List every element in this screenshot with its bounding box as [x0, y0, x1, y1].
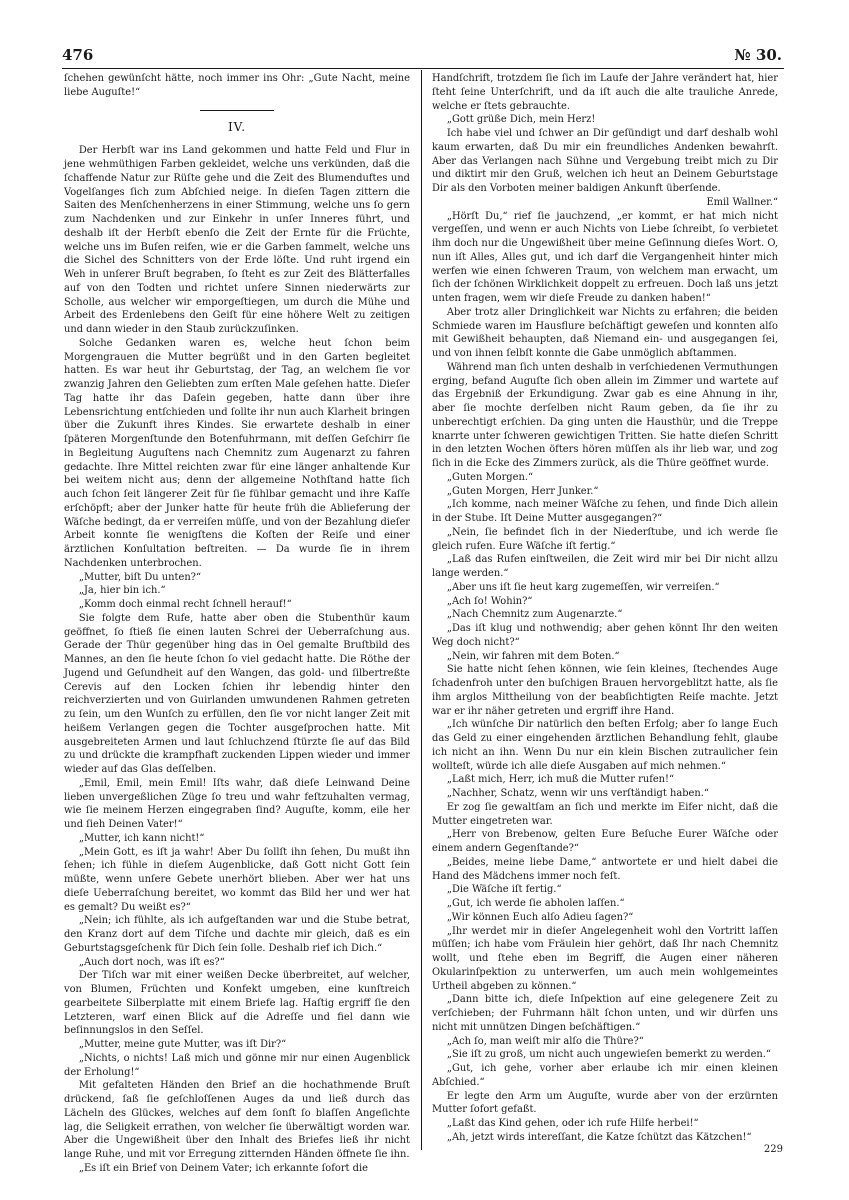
paragraph: „Gut, ich werde ſie abholen laſſen.“ — [446, 898, 625, 909]
right-paragraphs-letter — [432, 72, 778, 196]
paragraph: Ich habe viel und ſchwer an Dir geſündigt und darf deshalb wohl kaum erwarten, daß Du mir ein freundliches Andenken bewahrſt. Aber das Verlangen nach Sühne und Vergebung treibt mich zu Dir und diktirt mir den Gruß, welchen ich heut an Deinem Geburtstage Dir als den Vorboten meiner baldigen Ankunft überſende. — [432, 128, 778, 194]
paragraph: „Nein, wir fahren mit dem Boten.“ — [446, 650, 620, 662]
issue-number: № 30. — [734, 46, 782, 64]
paragraph: „Es iſt ein Brief von Deinem Vater; ich erkannte ſofort die — [78, 1162, 368, 1174]
paragraph: „Mutter, ich kann nicht!“ — [78, 832, 205, 844]
paragraph: Er zog ſie gewaltſam an ſich und merkte im Eifer nicht, daß die Mutter eingetreten war. — [432, 801, 778, 827]
right-paragraphs — [432, 210, 778, 1145]
header-rule — [62, 68, 784, 69]
paragraph: „Dann bitte ich, dieſe Inſpektion auf eine gelegenere Zeit zu verſchieben; der Fuhrmann hält ſchon unten, und wir dürfen uns nicht mit unnützen Dingen beſchäftigen.“ — [432, 994, 778, 1033]
column-divider — [421, 70, 422, 1150]
paragraph: „Sie iſt zu groß, um nicht auch ungewieſen bemerkt zu werden.“ — [446, 1049, 771, 1061]
paragraph: Sie hatte nicht ſehen können, wie ſein kleines, ſtechendes Auge ſchadenfroh unter den buſchigen Brauen hervorgeblitzt hatte, als ſie ihm arglos Mittheilung von der beabſichtigten Reiſe machte. Jetzt war er ihr näher getreten und ergriff ihre Hand. — [432, 664, 778, 717]
paragraph: „Die Wäſche iſt fertig.“ — [446, 884, 562, 896]
paragraph: „Herr von Brebenow, gelten Eure Beſuche Eurer Wäſche oder einem andern Gegenſtande?“ — [432, 829, 778, 854]
paragraph: „Das iſt klug und nothwendig; aber gehen könnt Ihr den weiten Weg doch nicht?“ — [432, 623, 778, 648]
paragraph: „Nein, ſie befindet ſich in der Niederſtube, und ich werde ſie gleich rufen. Eure Wäſche iſt fertig.“ — [432, 526, 778, 552]
paragraph: Der Tiſch war mit einer weißen Decke überbreitet, auf welcher, von Blumen, Früchten und Konfekt umgeben, eine kunſtreich gearbeitete Silberplatte mit einem Briefe lag. Haſtig ergriff ſie den Letzteren, warf einen Blick auf die Adreſſe und fiel dann wie beſinnungslos in den Seſſel. — [64, 970, 410, 1037]
paragraph: „Nachher, Schatz, wenn wir uns verſtändigt haben.“ — [446, 788, 709, 799]
paragraph: „Nichts, o nichts! Laß mich und gönne mir nur einen Augenblick der Erholung!“ — [64, 1052, 410, 1078]
paragraph: „Laßt mich, Herr, ich muß die Mutter rufen!“ — [446, 774, 675, 786]
paragraph: „Mutter, meine gute Mutter, was iſt Dir?“ — [78, 1039, 287, 1050]
section-separator — [200, 110, 274, 111]
paragraph: „Hörſt Du,“ rief ſie jauchzend, „er kommt, er hat mich nicht vergeſſen, und wenn er auch Nichts von Liebe ſchreibt, ſo verbietet ihm doch nur die Ungewißheit über meine Geſinnung dieſes Wort. O, nun iſt Alles, Alles gut, und ich darf die Vergangenheit hinter mich werfen wie einen ſchweren Traum, von welchem man erwacht, um ſich der ſchönen Wirklichkeit doppelt zu erfreuen. Doch laß uns jetzt unten fragen, wem wir dieſe Freude zu danken haben!“ — [432, 210, 778, 304]
left-column — [64, 72, 410, 1176]
letter-signature: Emil Wallner.“ — [706, 196, 778, 208]
paragraph: Er legte den Arm um Auguſte, wurde aber von der erzürnten Mutter ſofort gefaßt. — [432, 1090, 778, 1116]
paragraph: „Nein; ich fühlte, als ich aufgeſtanden war und die Stube betrat, den Kranz dort auf dem Tiſche und dachte mir gleich, daß es ein Geburtstagsgeſchenk für Dich ſein ſolle. Deshalb rief ich Dich.“ — [64, 915, 410, 954]
left-paragraphs — [64, 144, 410, 1175]
paragraph: Während man ſich unten deshalb in verſchiedenen Vermuthungen erging, befand Auguſte ſich oben allein im Zimmer und wartete auf das Ergebniß der Erkundigung. Zwar gab es eine Ahnung in ihr, aber ſie mochte derſelben nicht Raum geben, da ſie ihr zu unberechtigt erſchien. Da ging unten die Hausthür, und die Treppe knarrte unter ſchweren gewichtigen Tritten. Sie hatte dieſen Schritt in den letzten Wochen öfters hören müſſen als ihr lieb war, und zog ſich in die Ecke des Zimmers zurück, als die Thüre geöffnet wurde. — [432, 361, 778, 469]
paragraph: „Nach Chemnitz zum Augenarzte.“ — [446, 609, 623, 621]
paragraph: Der Herbſt war ins Land gekommen und hatte Feld und Flur in jene wehmüthigen Farben gekleidet, welche uns verkünden, daß die ſchaffende Natur zur Rüſte gehe und die Zeit des Blumenduftes und Vogelſanges ſich zum Abſchied neige. In dieſen Tagen zittern die Saiten des Menſchenherzens in einer Stimmung, welche uns ſo gern zum Nachdenken und zur Einkehr in unſer Inneres führt, und deshalb iſt der Herbſt ebenſo die Zeit der Ernte für die Früchte, welche uns im Buſen reifen, wie er die Garben ſammelt, welche uns die Sichel des Schnitters von der Erde löſte. Und ruht irgend ein Weh in unſerer Bruſt begraben, ſo ſteht es zur Zeit des Blätterfalles auf von den Todten und richtet unſere Sinnen niederwärts zur Scholle, aus welcher wir emporgeſtiegen, um durch die Mühe und Arbeit des Erdenlebens den Geiſt für eine höhere Welt zu zeitigen und dann wieder in den Staub zurückzuſinken. — [64, 145, 410, 335]
paragraph: „Gott grüße Dich, mein Herz! — [446, 114, 596, 126]
page-number: 476 — [62, 46, 94, 64]
paragraph: „Ich komme, nach meiner Wäſche zu ſehen, und finde Dich allein in der Stube. Iſt Deine Mutter ausgegangen?“ — [432, 499, 778, 524]
paragraph: „Mutter, biſt Du unten?“ — [78, 571, 202, 583]
paragraph: „Ach ſo! Wohin?“ — [446, 595, 533, 607]
page-header — [62, 46, 782, 66]
paragraph: „Ihr werdet mir in dieſer Angelegenheit wohl den Vortritt laſſen müſſen; ich habe vom Fräulein hier gehört, daß Ihr nach Chemnitz wollt, und ſtehe eben im Begriff, die Augen einer näheren Okularinſpektion zu unterwerfen, um auch mein wohlgemeintes Urtheil abgeben zu können.“ — [432, 925, 778, 992]
opening-line: ſchehen gewünſcht hätte, noch immer ins Ohr: „Gute Nacht, meine liebe Auguſte!“ — [64, 73, 410, 98]
paragraph: „Ja, hier bin ich.“ — [78, 585, 166, 597]
paragraph: „Emil, Emil, mein Emil! Iſts wahr, daß dieſe Leinwand Deine lieben unvergeßlichen Züge ſo treu und wahr feſtzuhalten vermag, wie ſie meinem Herzen eingegraben ſind? Auguſte, komm, eile her und ſieh Deinen Vater!“ — [64, 777, 410, 830]
paragraph: „Auch dort noch, was iſt es?“ — [78, 956, 225, 968]
paragraph: „Gut, ich gehe, vorher aber erlaube ich mir einen kleinen Abſchied.“ — [432, 1063, 778, 1088]
chapter-heading: IV. — [227, 119, 247, 134]
paragraph: „Guten Morgen, Herr Junker.“ — [446, 485, 599, 497]
paragraph: Solche Gedanken waren es, welche heut ſchon beim Morgengrauen die Mutter begrüßt und in den Garten begleitet hatten. Es war heut ihr Geburtstag, der Tag, an welchem ſie vor zwanzig Jahren den Geliebten zum erſten Male geſehen hatte. Dieſer Tag hatte ihr das Daſein gegeben, hatte dann über ihre Lebensrichtung entſchieden und ſollte ihr nun auch Klarheit bringen über die Zukunft ihres Kindes. Sie erwartete deshalb in einer ſpäteren Morgenſtunde den Botenfuhrmann, mit deſſen Geſchirr ſie in Begleitung Auguſtens nach Chemnitz zum Augenarzt zu fahren gedachte. Ihre Mittel reichten zwar für eine länger anhaltende Kur bei weitem nicht aus; denn der allgemeine Nothſtand hatte ſich auch ſchon ſeit längerer Zeit für ſie fühlbar gemacht und ihre Kaſſe erſchöpft; aber der Junker hatte für heute früh die Ablieferung der Wäſche bedingt, da er verreiſen müſſe, und von der Bezahlung dieſer Arbeit konnte ſie wenigſtens die Koſten der Reiſe und einer ärztlichen Konſultation beſtreiten. — Da wurde ſie in ihrem Nachdenken unterbrochen. — [64, 337, 411, 569]
paragraph: „Ich wünſche Dir natürlich den beſten Erfolg; aber ſo lange Euch das Geld zu einer eingehenden ärztlichen Behandlung fehlt, glaube ich nicht an ihn. Wenn Du nur ein klein Bischen zutraulicher ſein wollteſt, würde ich alle dieſe Ausgaben auf mich nehmen.“ — [432, 719, 778, 772]
sheet-number: 229 — [763, 1144, 783, 1155]
paragraph: „Guten Morgen.“ — [446, 471, 534, 483]
paragraph: „Laßt das Kind gehen, oder ich rufe Hilfe herbei!“ — [446, 1118, 699, 1129]
paragraph: Sie folgte dem Rufe, hatte aber oben die Stubenthür kaum geöffnet, ſo ſtieß ſie einen lauten Schrei der Ueberraſchung aus. Gerade der Thür gegenüber hing das in Oel gemalte Bruſtbild des Mannes, an den ſie heute ſchon ſo viel gedacht hatte. Die Röthe der Jugend und Geſundheit auf den Wangen, das gold- und ſilbertreßte Cerevis auf den Locken ſchien ihr lebendig hinter den reichverzierten und von Guirlanden umwundenen Rahmen getreten zu ſein, um den Wunſch zu erfüllen, den ſie vor nicht langer Zeit mit heißem Verlangen gegen die Tochter ausgeſprochen hatte. Mit ausgebreiteten Armen und laut ſchluchzend ſtürzte ſie auf das Bild zu und drückte die krampfhaft zuckenden Lippen wieder und immer wieder auf das Glas deſſelben. — [64, 612, 410, 775]
paragraph: „Aber uns iſt ſie heut karg zugemeſſen, wir verreiſen.“ — [446, 581, 720, 593]
paragraph: „Wir können Euch alſo Adieu ſagen?“ — [446, 911, 634, 923]
paragraph: „Ach ſo, man weiſt mir alſo die Thüre?“ — [446, 1035, 644, 1047]
paragraph: „Ah, jetzt wirds intereſſant, die Katze ſchützt das Kätzchen!“ — [446, 1131, 752, 1143]
right-column — [432, 72, 778, 1145]
paragraph: Handſchrift, trotzdem ſie ſich im Laufe der Jahre verändert hat, hier ſteht ſeine Unterſchrift, und da iſt auch die alte trauliche Anrede, welche er ſtets gebrauchte. — [432, 73, 778, 112]
paragraph: Mit gefalteten Händen den Brief an die hochathmende Bruſt drückend, ſaß ſie geſchloſſenen Auges da und ließ durch das Lächeln des Glückes, welches auf dem ſonſt ſo blaſſen Angeſichte lag, die Seligkeit errathen, von welcher ſie überwältigt worden war. Aber die Ungewißheit über den Inhalt des Briefes ließ ihr nicht lange Ruhe, und mit vor Erregung zitternden Händen öffnete ſie ihn. — [64, 1080, 410, 1160]
paragraph: „Mein Gott, es iſt ja wahr! Aber Du ſollſt ihn ſehen, Du mußt ihn ſehen; ich fühle in dieſem Augenblicke, daß Gott nicht Gott ſein müßte, wenn unſere Gebete unerhört blieben. Aber wer hat uns dieſe Ueberraſchung bereitet, wo kommt das Bild her und wer hat es gemalt? Du weißt es?“ — [64, 846, 410, 913]
paragraph: „Komm doch einmal recht ſchnell herauf!“ — [78, 599, 292, 610]
paragraph: Aber trotz aller Dringlichkeit war Nichts zu erfahren; die beiden Schmiede waren im Hausflure beſchäftigt geweſen und konnten alſo mit Gewißheit behaupten, daß Niemand ein- und ausgegangen ſei, und von ihnen ſelbſt konnte die Gabe unmöglich abſtammen. — [432, 306, 778, 359]
paragraph: „Beides, meine liebe Dame,“ antwortete er und hielt dabei die Hand des Mädchens immer noch feſt. — [432, 856, 778, 882]
paragraph: „Laß das Rufen einſtweilen, die Zeit wird mir bei Dir nicht allzu lange werden.“ — [432, 554, 778, 579]
